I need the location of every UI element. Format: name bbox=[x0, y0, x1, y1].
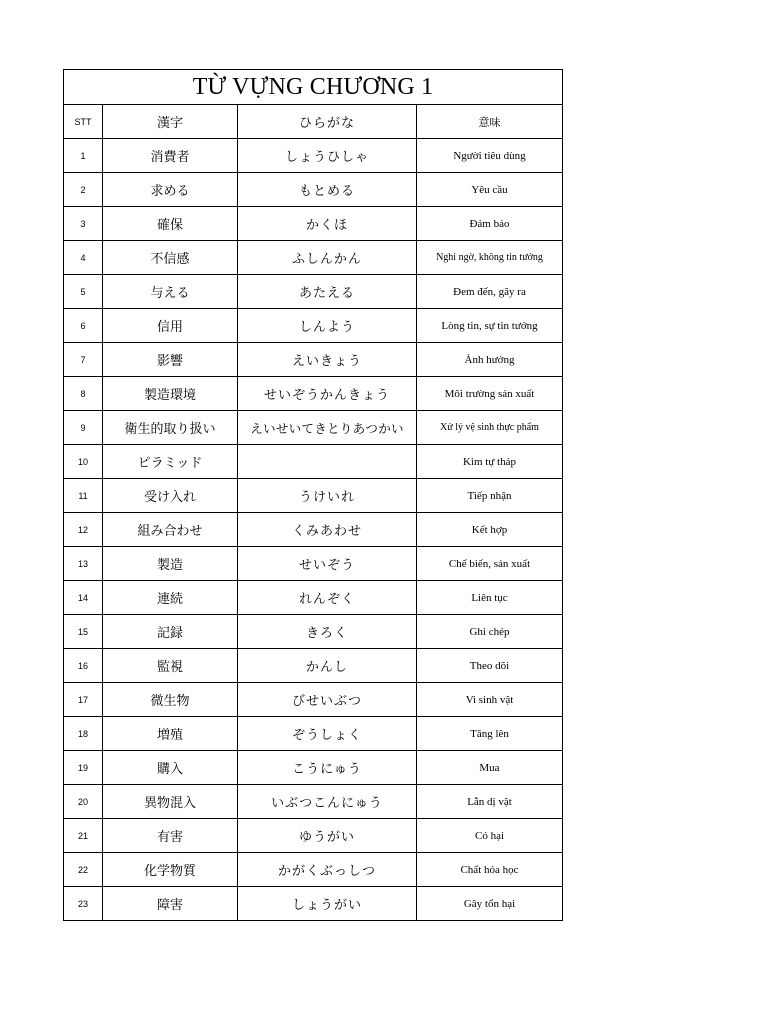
row-kanji: 障害 bbox=[103, 887, 238, 921]
row-meaning: Liên tục bbox=[417, 581, 563, 615]
row-meaning: Người tiêu dùng bbox=[417, 139, 563, 173]
row-hiragana: いぶつこんにゅう bbox=[238, 785, 417, 819]
row-hiragana: かがくぶっしつ bbox=[238, 853, 417, 887]
row-meaning: Kết hợp bbox=[417, 513, 563, 547]
row-stt: 13 bbox=[64, 547, 103, 581]
row-hiragana: きろく bbox=[238, 615, 417, 649]
row-kanji: 求める bbox=[103, 173, 238, 207]
row-meaning: Chế biến, sản xuất bbox=[417, 547, 563, 581]
table-row bbox=[64, 411, 563, 445]
row-kanji: 影響 bbox=[103, 343, 238, 377]
row-stt: 22 bbox=[64, 853, 103, 887]
row-meaning: Yêu cầu bbox=[417, 173, 563, 207]
row-kanji: 化学物質 bbox=[103, 853, 238, 887]
row-kanji: 異物混入 bbox=[103, 785, 238, 819]
row-stt: 23 bbox=[64, 887, 103, 921]
row-kanji: 有害 bbox=[103, 819, 238, 853]
table-row bbox=[64, 241, 563, 275]
row-meaning: Đảm bảo bbox=[417, 207, 563, 241]
row-hiragana: せいぞうかんきょう bbox=[238, 377, 417, 411]
table-row bbox=[64, 785, 563, 819]
table-row bbox=[64, 819, 563, 853]
row-kanji: 信用 bbox=[103, 309, 238, 343]
header-hiragana: ひらがな bbox=[238, 105, 417, 139]
table-row bbox=[64, 275, 563, 309]
row-meaning: Kim tự tháp bbox=[417, 445, 563, 479]
row-kanji: 与える bbox=[103, 275, 238, 309]
row-stt: 15 bbox=[64, 615, 103, 649]
row-meaning: Tiếp nhận bbox=[417, 479, 563, 513]
row-hiragana: ぞうしょく bbox=[238, 717, 417, 751]
row-kanji: 監視 bbox=[103, 649, 238, 683]
row-stt: 9 bbox=[64, 411, 103, 445]
table-row bbox=[64, 445, 563, 479]
row-meaning: Lẫn dị vật bbox=[417, 785, 563, 819]
row-meaning: Theo dõi bbox=[417, 649, 563, 683]
row-hiragana: かんし bbox=[238, 649, 417, 683]
row-kanji: 確保 bbox=[103, 207, 238, 241]
row-kanji: 製造 bbox=[103, 547, 238, 581]
table-row bbox=[64, 173, 563, 207]
row-stt: 10 bbox=[64, 445, 103, 479]
table-row bbox=[64, 615, 563, 649]
row-kanji: 製造環境 bbox=[103, 377, 238, 411]
row-stt: 8 bbox=[64, 377, 103, 411]
row-meaning: Mua bbox=[417, 751, 563, 785]
table-row bbox=[64, 581, 563, 615]
row-meaning: Nghi ngờ, không tin tưởng bbox=[417, 241, 563, 275]
row-meaning: Môi trường sản xuất bbox=[417, 377, 563, 411]
table-row bbox=[64, 479, 563, 513]
row-kanji: 増殖 bbox=[103, 717, 238, 751]
header-kanji: 漢字 bbox=[103, 105, 238, 139]
table-row bbox=[64, 343, 563, 377]
row-stt: 3 bbox=[64, 207, 103, 241]
row-stt: 5 bbox=[64, 275, 103, 309]
row-hiragana: しょうひしゃ bbox=[238, 139, 417, 173]
row-stt: 18 bbox=[64, 717, 103, 751]
vocabulary-table bbox=[63, 69, 563, 921]
row-meaning: Ghi chép bbox=[417, 615, 563, 649]
row-stt: 12 bbox=[64, 513, 103, 547]
table-body bbox=[64, 139, 563, 921]
row-kanji: 記録 bbox=[103, 615, 238, 649]
row-kanji: 微生物 bbox=[103, 683, 238, 717]
row-hiragana: えいきょう bbox=[238, 343, 417, 377]
row-hiragana: ゆうがい bbox=[238, 819, 417, 853]
row-kanji: 購入 bbox=[103, 751, 238, 785]
table-row bbox=[64, 377, 563, 411]
table-row bbox=[64, 649, 563, 683]
row-stt: 21 bbox=[64, 819, 103, 853]
table-row bbox=[64, 887, 563, 921]
row-hiragana: れんぞく bbox=[238, 581, 417, 615]
row-stt: 11 bbox=[64, 479, 103, 513]
vocabulary-sheet bbox=[63, 69, 562, 921]
row-meaning: Ảnh hưởng bbox=[417, 343, 563, 377]
row-stt: 2 bbox=[64, 173, 103, 207]
row-hiragana: ふしんかん bbox=[238, 241, 417, 275]
row-kanji: 消費者 bbox=[103, 139, 238, 173]
row-meaning: Chất hóa học bbox=[417, 853, 563, 887]
table-row bbox=[64, 717, 563, 751]
table-row bbox=[64, 683, 563, 717]
row-hiragana: もとめる bbox=[238, 173, 417, 207]
row-meaning: Gây tổn hại bbox=[417, 887, 563, 921]
row-kanji: 組み合わせ bbox=[103, 513, 238, 547]
row-meaning: Vi sinh vật bbox=[417, 683, 563, 717]
row-meaning: Đem đến, gây ra bbox=[417, 275, 563, 309]
row-hiragana: しょうがい bbox=[238, 887, 417, 921]
row-kanji: ピラミッド bbox=[103, 445, 238, 479]
row-stt: 7 bbox=[64, 343, 103, 377]
row-hiragana: しんよう bbox=[238, 309, 417, 343]
header-row bbox=[64, 105, 563, 139]
row-hiragana: うけいれ bbox=[238, 479, 417, 513]
row-hiragana: あたえる bbox=[238, 275, 417, 309]
row-stt: 4 bbox=[64, 241, 103, 275]
table-title: TỪ VỰNG CHƯƠNG 1 bbox=[64, 70, 563, 105]
row-stt: 17 bbox=[64, 683, 103, 717]
row-kanji: 衛生的取り扱い bbox=[103, 411, 238, 445]
row-hiragana: えいせいてきとりあつかい bbox=[238, 411, 417, 445]
row-stt: 1 bbox=[64, 139, 103, 173]
row-stt: 16 bbox=[64, 649, 103, 683]
row-hiragana: せいぞう bbox=[238, 547, 417, 581]
row-hiragana: こうにゅう bbox=[238, 751, 417, 785]
table-row bbox=[64, 309, 563, 343]
table-row bbox=[64, 139, 563, 173]
row-stt: 14 bbox=[64, 581, 103, 615]
row-meaning: Tăng lên bbox=[417, 717, 563, 751]
row-stt: 6 bbox=[64, 309, 103, 343]
row-meaning: Xử lý vệ sinh thực phẩm bbox=[417, 411, 563, 445]
row-hiragana bbox=[238, 445, 417, 479]
row-meaning: Có hại bbox=[417, 819, 563, 853]
row-hiragana: びせいぶつ bbox=[238, 683, 417, 717]
table-row bbox=[64, 547, 563, 581]
row-hiragana: くみあわせ bbox=[238, 513, 417, 547]
row-meaning: Lòng tin, sự tin tưởng bbox=[417, 309, 563, 343]
row-hiragana: かくほ bbox=[238, 207, 417, 241]
table-row bbox=[64, 853, 563, 887]
row-kanji: 連続 bbox=[103, 581, 238, 615]
row-kanji: 受け入れ bbox=[103, 479, 238, 513]
row-kanji: 不信感 bbox=[103, 241, 238, 275]
header-meaning: 意味 bbox=[417, 105, 563, 139]
row-stt: 19 bbox=[64, 751, 103, 785]
row-stt: 20 bbox=[64, 785, 103, 819]
table-row bbox=[64, 751, 563, 785]
table-row bbox=[64, 513, 563, 547]
header-stt: STT bbox=[64, 105, 103, 139]
table-row bbox=[64, 207, 563, 241]
